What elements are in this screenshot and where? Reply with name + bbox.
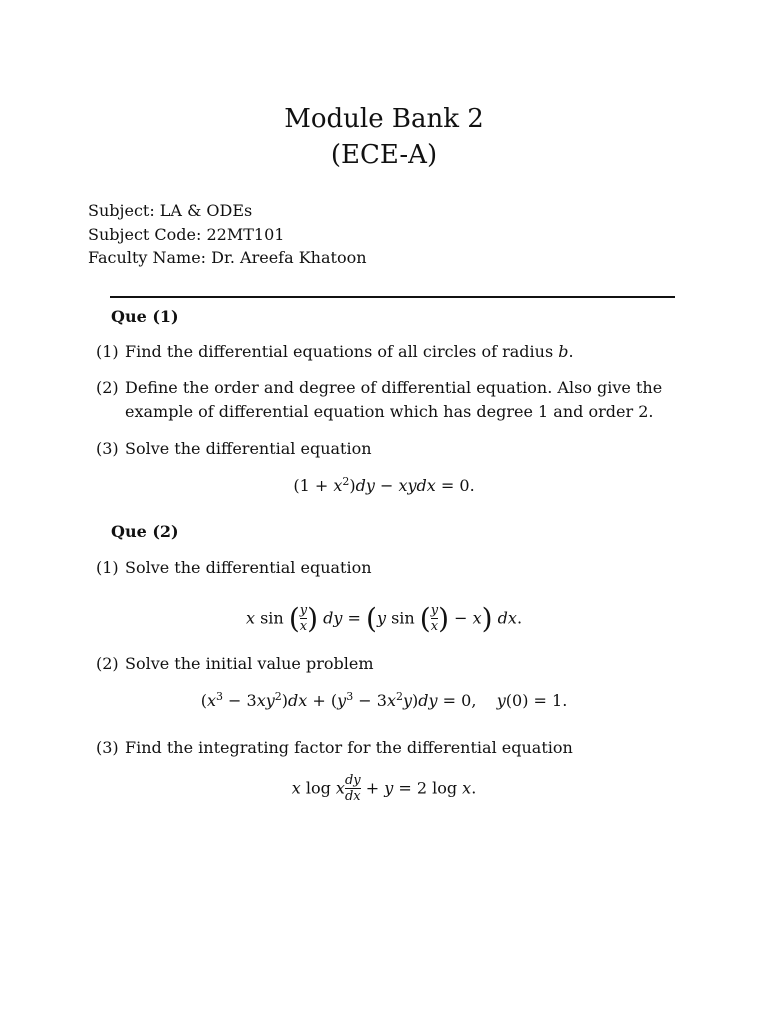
subject-code-line: Subject Code: 22MT101 (88, 225, 285, 244)
q1-item-2 (96, 376, 676, 424)
question-2-heading: Que (2) (111, 522, 179, 541)
question-1-heading: Que (1) (111, 307, 179, 326)
item-number: (1) (96, 342, 119, 361)
subject-line: Subject: LA & ODEs (88, 201, 253, 220)
item-text-line2: example of differential equation which has degree 1 and order 2. (125, 402, 654, 421)
item-number: (2) (96, 378, 119, 397)
item-number: (1) (96, 558, 119, 577)
item-text-line1: Define the order and degree of differential equation. Also give the (125, 378, 663, 397)
divider-rule (110, 296, 675, 298)
item-number: (2) (96, 654, 119, 673)
equation-q1-3: $(1 + x^2)dy$ − xydx = 0. (293, 475, 475, 495)
document-title: Module Bank 2 (284, 104, 484, 134)
item-number: (3) (96, 439, 119, 458)
item-text: Solve the differential equation (125, 558, 372, 577)
equation-q2-2: $(x^3 - 3xy^2)dx + (y^3 - 3x^2y)dy = 0$, y(0) = 1. (200, 690, 568, 710)
q1-item-3 (96, 437, 676, 461)
q2-item-1 (96, 556, 676, 580)
item-text: Solve the initial value problem (125, 654, 374, 673)
item-variable: b (558, 342, 569, 361)
q1-item-1: (1) Find the differential equations of all circles of radius b. (96, 340, 676, 364)
item-text: Find the integrating factor for the differential equation (125, 738, 573, 757)
q2-item-2 (96, 652, 676, 676)
document-subtitle: (ECE-A) (330, 140, 438, 170)
equation-q2-3: x log x $\frac{dy}{dx}$ + y = 2 log x. (291, 773, 477, 804)
item-text: Find the differential equations of all circles of radius (125, 342, 554, 361)
q2-item-3 (96, 736, 676, 760)
item-text: Solve the differential equation (125, 439, 372, 458)
item-number: (3) (96, 738, 119, 757)
equation-q2-1: x sin ( $\frac{y}{x}$ ) dy = (y sin ( $\frac{y}{x}$ ) − x) dx. (245, 602, 523, 635)
faculty-line: Faculty Name: Dr. Areefa Khatoon (88, 248, 367, 267)
